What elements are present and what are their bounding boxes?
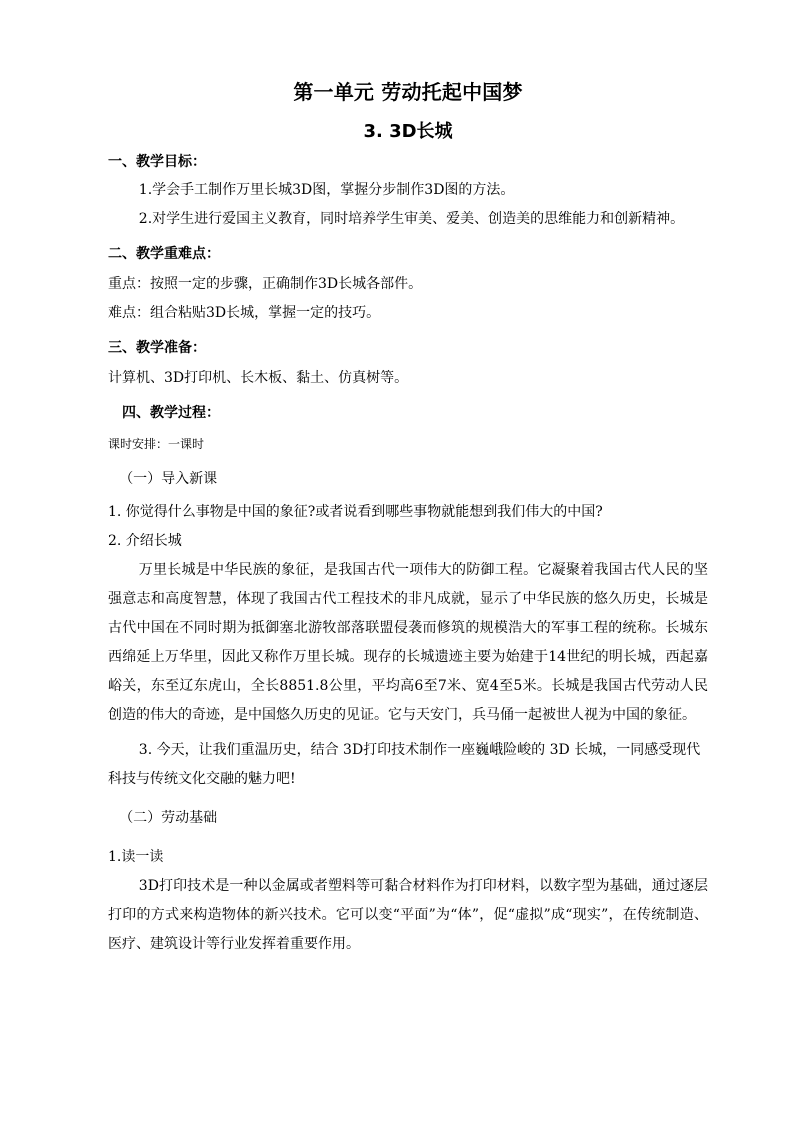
key-point: 重点：按照一定的步骤，正确制作3D长城各部件。: [108, 276, 423, 292]
document-title: 第一单元 劳动托起中国梦: [293, 80, 523, 104]
question-3: 3. 今天，让我们重温历史，结合 3D打印技术制作一座巍峨险峻的 3D 长城，一同感受现代科技与传统文化交融的魅力吧!: [108, 742, 701, 787]
part1-heading: （一）导入新课: [119, 471, 218, 487]
objective-item-2: 2.对学生进行爱国主义教育，同时培养学生审美、爱美、创造美的思维能力和创新精神。: [138, 211, 685, 227]
3d-printing-paragraph: 3D打印技术是一种以金属或者塑料等可黏合材料作为打印材料，以数字型为基础，通过逐层打印的方式来构造物体的新兴技术。它可以变“平面”为“体”，促“虚拟”成“现实”，在传统制造、医疗、建筑设计等行业发挥着重要作用。: [108, 878, 708, 952]
objectives-heading: 一、教学目标：: [108, 154, 206, 170]
part2-heading: （二）劳动基础: [119, 810, 218, 826]
schedule-text: 课时安排：一课时: [108, 437, 205, 451]
difficulty: 难点：组合粘贴3D长城，掌握一定的技巧。: [108, 305, 381, 321]
process-heading: 四、教学过程：: [122, 405, 220, 421]
preparation-heading: 三、教学准备：: [108, 340, 206, 356]
question-1: 1. 你觉得什么事物是中国的象征?或者说看到哪些事物就能想到我们伟大的中国?: [108, 504, 603, 520]
read-heading: 1.读一读: [108, 849, 164, 865]
question-2-heading: 2. 介绍长城: [108, 533, 182, 549]
key-difficulties-heading: 二、教学重难点：: [108, 246, 220, 262]
objective-item-1: 1.学会手工制作万里长城3D图，掌握分步制作3D图的方法。: [138, 182, 515, 198]
lesson-title: 3. 3D长城: [363, 121, 453, 142]
preparation-text: 计算机、3D打印机、长木板、黏土、仿真树等。: [108, 370, 409, 386]
great-wall-paragraph: 万里长城是中华民族的象征，是我国古代一项伟大的防御工程。它凝聚着我国古代人民的坚强意志和高度智慧，体现了我国古代工程技术的非凡成就，显示了中华民族的悠久历史，长城是古代中国在不同时期为抵御塞北游牧部落联盟侵袭而修筑的规模浩大的军事工程的统称。长城东西绵延上万华里，因此又称作万里长城。现存的长城遗迹主要为始建于14世纪的明长城，西起嘉峪关，东至辽东虎山，全长8851.8公里，平均高6至7米、宽4至5米。长城是我国古代劳动人民创造的伟大的奇迹，是中国悠久历史的见证。它与天安门，兵马俑一起被世人视为中国的象征。: [108, 562, 708, 723]
